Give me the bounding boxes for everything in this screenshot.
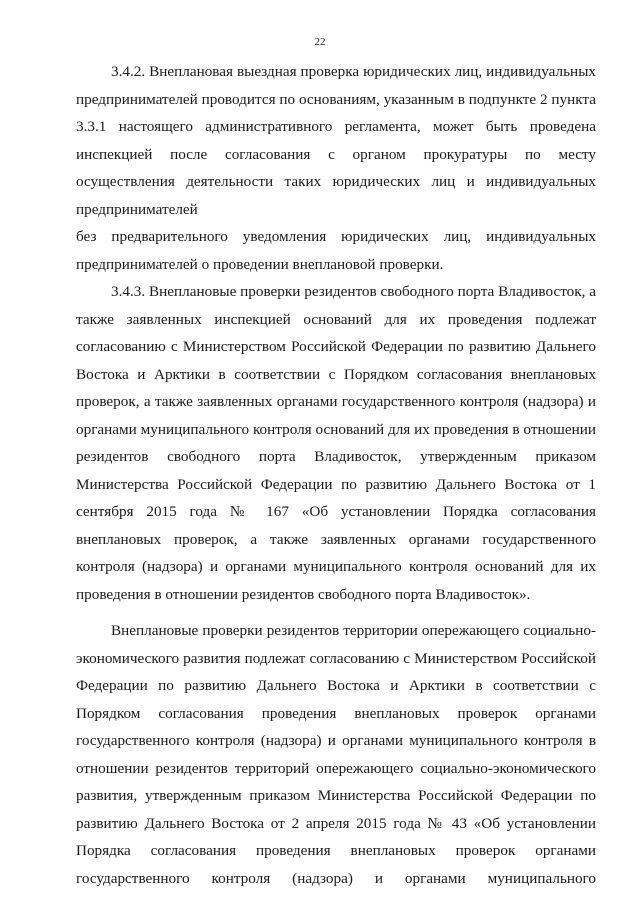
page-number: 22 <box>314 36 326 48</box>
paragraph-advanced-development-territory: Внеплановые проверки резидентов территории опережающего социально-экономического развития подлежат согласованию с Министерством Российской Федерации по развитию Дальнего Востока и Арктики в соответствии с Порядком согласования проведения внеплановых проверок органами государственного контроля (надзора) и органами муниципального контроля в отношении резидентов территорий опережающего социально-экономического развития, утвержденным приказом Министерства Российской Федерации по развитию Дальнего Востока от 2 апреля 2015 года № 43 «Об установлении Порядка согласования проведения внеплановых проверок органами государственного контроля (надзора) и органами муниципального <box>76 622 596 887</box>
document-body <box>76 58 596 892</box>
paragraph-3-4-2-continuation: без предварительного уведомления юридических лиц, индивидуальных предпринимателей о проведении внеплановой проверки. <box>76 228 596 273</box>
paragraph-3-4-3: 3.4.3. Внеплановые проверки резидентов свободного порта Владивосток, а также заявленных инспекцией оснований для их проведения подлежат согласованию с Министерством Российской Федерации по развитию Дальнего Востока и Арктики в соответствии с Порядком согласования внеплановых проверок, а также заявленных органами государственного контроля (надзора) и органами муниципального контроля оснований для их проведения в отношении резидентов свободного порта Владивосток, утвержденным приказом Министерства Российской Федерации по развитию Дальнего Востока от 1 сентября 2015 года № 167 «Об установлении Порядка согласования внеплановых проверок, а также заявленных органами государственного контроля (надзора) и органами муниципального контроля оснований для их проведения в отношении резидентов свободного порта Владивосток». <box>76 283 596 603</box>
paragraph-3-4-2: 3.4.2. Внеплановая выездная проверка юридических лиц, индивидуальных предпринимателей проводится по основаниям, указанным в подпункте 2 пункта 3.3.1 настоящего административного регламента, может быть проведена инспекцией после согласования с органом прокуратуры по месту осуществления деятельности таких юридических лиц и индивидуальных предпринимателей <box>76 63 596 218</box>
